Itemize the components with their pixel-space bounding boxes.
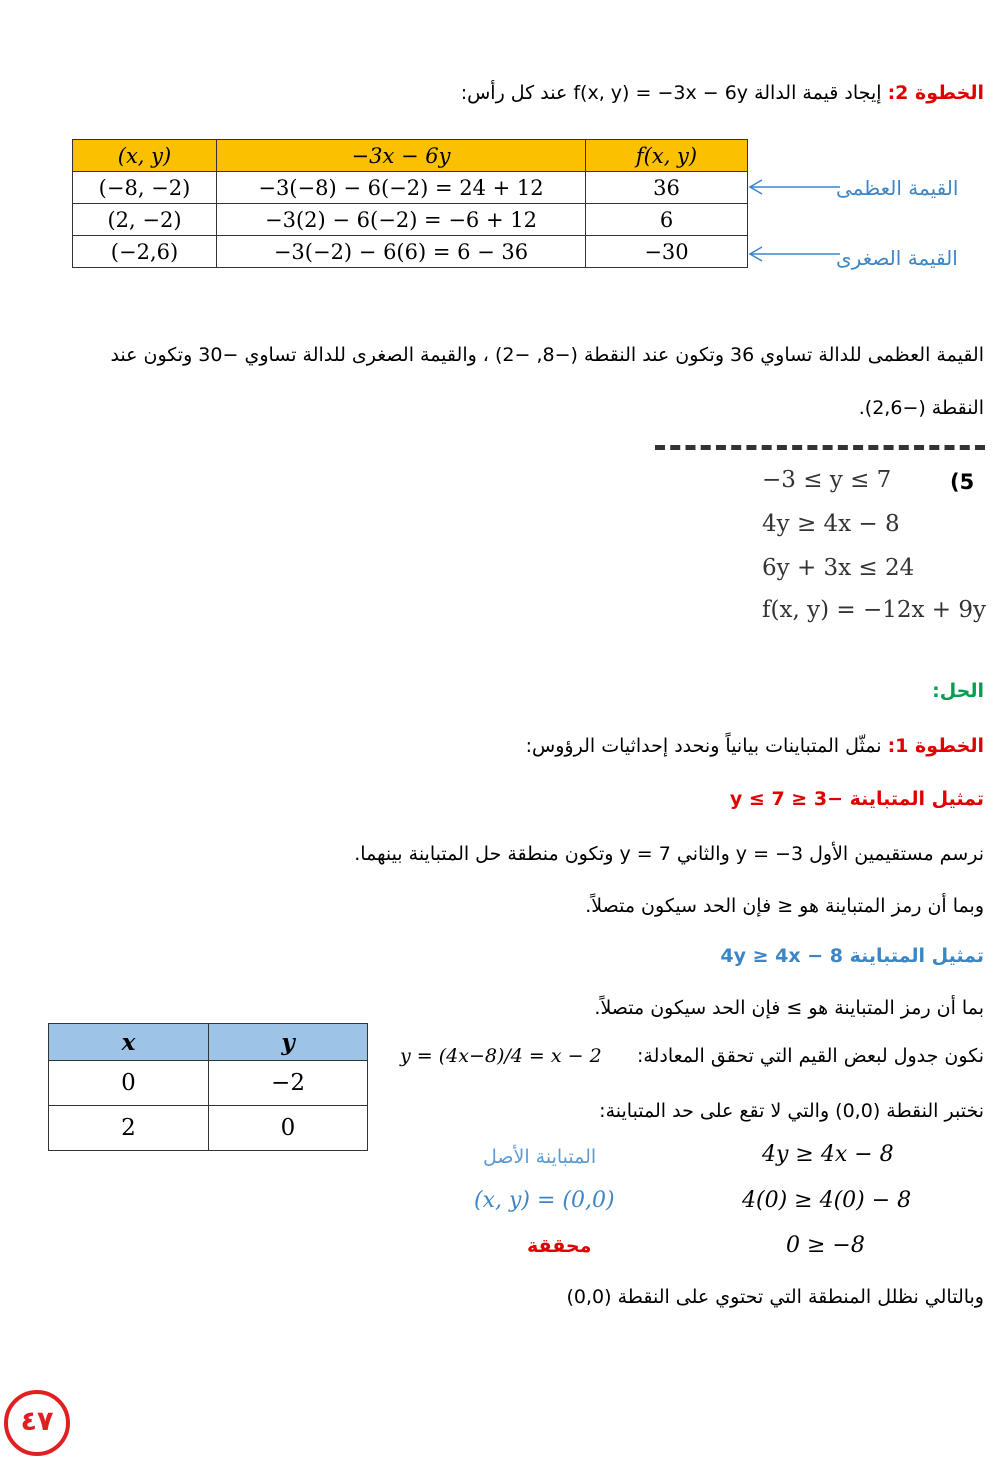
table-row: [49, 1061, 368, 1106]
header-x: x: [49, 1024, 209, 1061]
test-expr: 4(0) ≥ 4(0) − 8: [742, 1188, 912, 1213]
cell-calc: −3(−2) − 6(6) = 6 − 36: [217, 236, 586, 268]
step2-title: الخطوة 2:: [887, 82, 984, 104]
ineq1-text1: نرسم مستقيمين الأول y = −3 والثاني y = 7 وتكون منطقة حل المتباينة بينهما.: [354, 843, 984, 865]
problem-line: 6y + 3x ≤ 24: [762, 555, 915, 581]
header-y: y: [209, 1024, 368, 1061]
cell-point: (−2,6): [73, 236, 217, 268]
solution-heading: الحل:: [932, 680, 984, 702]
label-min: القيمة الصغرى: [836, 246, 958, 270]
page-number: ٤٧: [4, 1390, 70, 1456]
step1-title: الخطوة 1:: [887, 735, 984, 757]
ineq2-text2: نكون جدول لبعض القيم التي تحقق المعادلة:: [636, 1045, 984, 1067]
problem-line: −3 ≤ y ≤ 7: [762, 467, 892, 493]
ineq2-text3: نختبر النقطة (0,0) والتي لا تقع على حد المتباينة:: [599, 1100, 984, 1122]
problem-line: f(x, y) = −12x + 9y: [762, 597, 986, 623]
cell-point: (2, −2): [73, 204, 217, 236]
cell-calc: −3(−8) − 6(−2) = 24 + 12: [217, 172, 586, 204]
ineq1-text2: وبما أن رمز المتباينة هو ≤ فإن الحد سيكون متصلاً.: [585, 895, 984, 917]
table-row: [73, 172, 748, 204]
header-expression: −3x − 6y: [217, 140, 586, 172]
arrows: [740, 170, 850, 270]
test-label: المتباينة الأصل: [483, 1146, 597, 1168]
label-max: القيمة العظمى: [836, 176, 959, 200]
separator: [655, 445, 985, 450]
ineq2-text1: بما أن رمز المتباينة هو ≥ فإن الحد سيكون متصلاً.: [594, 997, 984, 1019]
problem-number: (5: [950, 470, 975, 494]
conclusion-line2: النقطة (−2,6).: [858, 397, 984, 419]
cell-x: 0: [49, 1061, 209, 1106]
problem-line: 4y ≥ 4x − 8: [762, 511, 900, 537]
step2-text: إيجاد قيمة الدالة f(x, y) = −3x − 6y عند كل رأس:: [460, 82, 882, 104]
ineq2-heading: تمثيل المتباينة 4y ≥ 4x − 8: [720, 945, 984, 967]
step1-text: نمثّل المتباينات بيانياً ونحدد إحداثيات الرؤوس:: [525, 735, 882, 757]
ineq2-equation: y = (4x−8)/4 = x − 2: [400, 1045, 602, 1067]
cell-y: −2: [209, 1061, 368, 1106]
vertex-values-table: [72, 139, 748, 268]
cell-calc: −3(2) − 6(−2) = −6 + 12: [217, 204, 586, 236]
cell-value: −30: [586, 236, 748, 268]
test-label: محققة: [527, 1235, 592, 1257]
cell-value: 6: [586, 204, 748, 236]
test-expr: 4y ≥ 4x − 8: [762, 1142, 894, 1167]
table-row: [73, 236, 748, 268]
header-point: (x, y): [73, 140, 217, 172]
test-expr: 0 ≥ −8: [786, 1233, 865, 1258]
cell-y: 0: [209, 1106, 368, 1151]
test-label: (x, y) = (0,0): [474, 1188, 615, 1213]
conclusion-line1: القيمة العظمى للدالة تساوي 36 وتكون عند النقطة (−8, −2) ، والقيمة الصغرى للدالة تساوي −30 وتكون عند: [110, 344, 984, 366]
xy-values-table: [48, 1023, 368, 1151]
ineq1-heading: تمثيل المتباينة −3 ≤ y ≤ 7: [729, 788, 984, 810]
step2-line: [24, 82, 984, 104]
step1-line: [19, 735, 984, 757]
test-final: وبالتالي نظلل المنطقة التي تحتوي على النقطة (0,0): [566, 1286, 984, 1308]
table-row: [73, 204, 748, 236]
cell-value: 36: [586, 172, 748, 204]
header-function: f(x, y): [586, 140, 748, 172]
table-row: [49, 1106, 368, 1151]
cell-point: (−8, −2): [73, 172, 217, 204]
cell-x: 2: [49, 1106, 209, 1151]
